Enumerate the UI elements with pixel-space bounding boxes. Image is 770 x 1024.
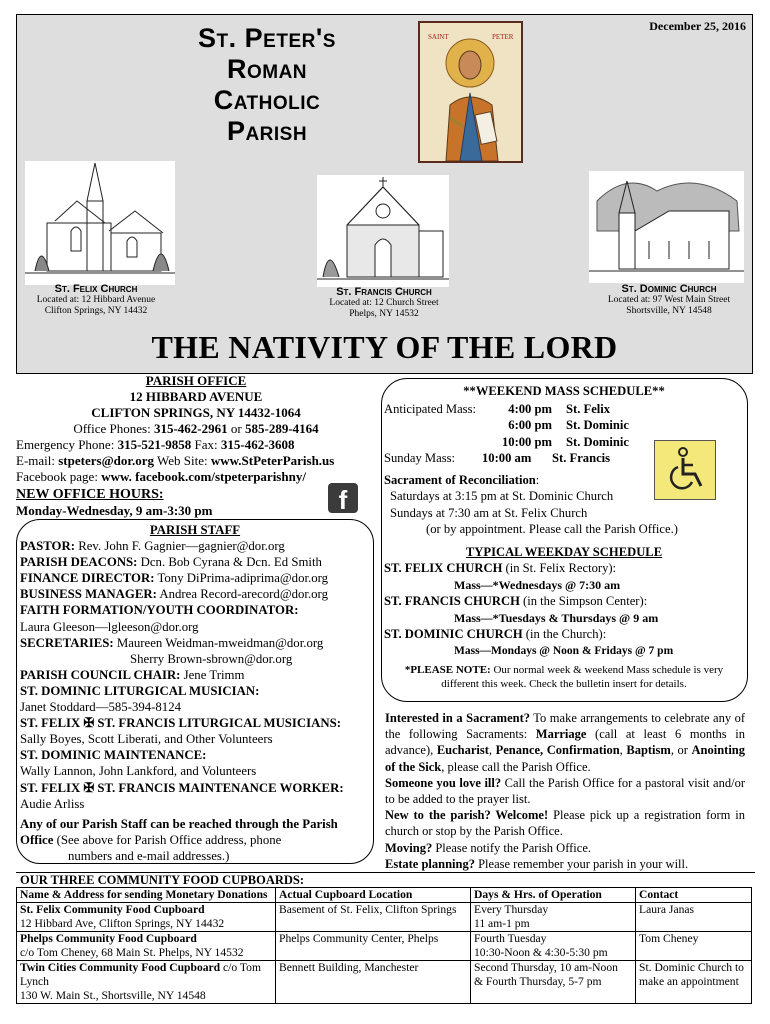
parish-title-line: Parish xyxy=(226,116,308,146)
mass-label: Anticipated Mass: xyxy=(384,401,476,416)
cupboards-table xyxy=(16,887,752,1004)
staff-label: ST. DOMINIC LITURGICAL MUSICIAN: xyxy=(20,683,260,698)
table-header-row xyxy=(17,888,752,903)
church-caption-francis xyxy=(309,286,459,320)
table-header: Actual Cupboard Location xyxy=(276,888,471,903)
sacrament-name: Baptism xyxy=(626,743,671,758)
cupboard-name: Twin Cities Community Food Cupboard xyxy=(20,961,221,974)
cupboard-contact: Tom Cheney xyxy=(636,932,752,961)
cupboards-title: OUR THREE COMMUNITY FOOD CUPBOARDS: xyxy=(16,872,755,888)
cupboard-location: Bennett Building, Manchester xyxy=(276,961,471,1004)
staff-value: Andrea Record-arecord@dor.org xyxy=(156,587,328,602)
weekday-location: (in the Church): xyxy=(522,627,607,641)
staff-business xyxy=(20,586,370,602)
info-text: , xyxy=(619,743,627,758)
office-address-line: CLIFTON SPRINGS, NY 14432-1064 xyxy=(91,405,301,420)
reconciliation-heading: Sacrament of Reconciliation: xyxy=(384,472,540,487)
cupboard-address: c/o Tom Cheney, 68 Main St. Phelps, NY 14532 xyxy=(20,946,244,959)
st-dominic-church-drawing xyxy=(589,171,744,283)
cupboard-address: 12 Hibbard Ave, Clifton Springs, NY 14432 xyxy=(20,917,225,930)
table-header: Days & Hrs. of Operation xyxy=(471,888,636,903)
table-header: Contact xyxy=(636,888,752,903)
cupboard-name-cell xyxy=(17,961,276,1004)
info-question: Someone you love ill? xyxy=(385,775,502,790)
mass-row xyxy=(384,401,744,418)
sacrament-name: Anointing of the Sick xyxy=(385,743,745,774)
fax-label: Fax: xyxy=(191,437,221,452)
info-text: To make arrangements to celebrate any of the following Sacraments: xyxy=(385,711,745,742)
staff-value: Laura Gleeson—lgleeson@dor.org xyxy=(20,619,199,634)
main-title: THE NATIVITY OF THE LORD xyxy=(151,329,618,365)
info-question: Estate planning? xyxy=(385,856,475,871)
staff-value: Sally Boyes, Scott Liberati, and Other Volunteers xyxy=(20,732,273,747)
staff-label: SECRETARIES: xyxy=(20,635,114,650)
st-francis-church-drawing xyxy=(317,175,449,287)
cupboard-days-cell xyxy=(471,903,636,932)
staff-label: FINANCE DIRECTOR: xyxy=(20,571,155,586)
emergency-number: 315-521-9858 xyxy=(117,437,192,452)
facebook-line xyxy=(16,469,376,485)
facebook-label: Facebook page: xyxy=(16,469,102,484)
church-address: Phelps, NY 14532 xyxy=(349,309,419,319)
cupboard-contact: make an appointment xyxy=(639,975,739,988)
cupboard-contact: St. Dominic Church to xyxy=(639,961,744,974)
table-row xyxy=(17,961,752,1004)
staff-secretaries xyxy=(20,635,370,651)
cupboard-hours: & Fourth Thursday, 5-7 pm xyxy=(474,975,602,988)
cupboard-location: Basement of St. Felix, Clifton Springs xyxy=(276,903,471,932)
staff-deacons xyxy=(20,554,370,570)
office-phones xyxy=(16,421,376,437)
mass-schedule xyxy=(384,383,744,691)
note-text: Our normal week & weekend Mass schedule is very different this week. Check the bulletin insert for details. xyxy=(441,664,724,690)
saint-peter-icon xyxy=(418,21,523,163)
recon-line: (or by appointment. Please call the Parish Office.) xyxy=(426,522,678,536)
weekday-dominic xyxy=(384,626,744,643)
cupboard-days: Every Thursday xyxy=(474,903,549,916)
cupboard-days-cell xyxy=(471,932,636,961)
facebook-link[interactable]: www. facebook.com/stpeterparishny/ xyxy=(101,469,306,484)
staff-value: Jene Trimm xyxy=(180,667,245,682)
info-text: Please remember your parish in your will. xyxy=(474,856,689,871)
mass-row xyxy=(384,417,744,434)
sacrament-name: Marriage xyxy=(535,727,587,742)
table-row xyxy=(17,932,752,961)
sacrament-info xyxy=(385,710,745,872)
fax-number: 315-462-3608 xyxy=(220,437,295,452)
cupboard-days: Fourth Tuesday xyxy=(474,932,547,945)
cupboard-contact-cell xyxy=(636,961,752,1004)
mass-church: St. Felix xyxy=(566,401,611,416)
sacrament-name: Eucharist xyxy=(436,743,489,758)
parish-title-line: Catholic xyxy=(213,85,321,115)
info-text: Call the Parish Office for a pastoral visit and/or to be added to the prayer list. xyxy=(385,775,745,807)
email-link[interactable]: stpeters@dor.org xyxy=(58,453,154,468)
church-address: Located at: 97 West Main Street xyxy=(607,295,731,305)
cupboard-name-cell xyxy=(17,903,276,932)
info-moving xyxy=(385,840,745,856)
staff-reach-note xyxy=(20,816,370,848)
church-address: Located at: 12 Church Street xyxy=(329,298,439,308)
cupboard-name: Phelps Community Food Cupboard xyxy=(20,932,197,945)
staff-council xyxy=(20,667,370,683)
info-text: , xyxy=(488,743,496,758)
info-question: New to the parish? Welcome! xyxy=(385,808,549,823)
church-address: Shortsville, NY 14548 xyxy=(626,306,712,316)
table-row xyxy=(17,903,752,932)
info-sacraments xyxy=(385,710,745,775)
parish-office xyxy=(16,373,376,519)
cupboard-address: 130 W. Main St., Shortsville, NY 14548 xyxy=(20,989,206,1002)
recon-line: Sundays at 7:30 am at St. Felix Church xyxy=(390,505,588,520)
email-label: E-mail: xyxy=(16,453,59,468)
mass-time: 6:00 pm xyxy=(508,418,552,432)
parish-title-line: St. Peter's xyxy=(198,23,336,53)
weekday-church: ST. FELIX CHURCH xyxy=(384,561,503,575)
staff-label: PARISH COUNCIL CHAIR: xyxy=(20,667,181,682)
recon-line: Saturdays at 3:15 pm at St. Dominic Church xyxy=(390,489,614,503)
staff-finance xyxy=(20,570,370,586)
info-estate xyxy=(385,856,745,872)
staff-label: FAITH FORMATION/YOUTH COORDINATOR: xyxy=(20,603,299,618)
weekday-felix xyxy=(384,560,744,577)
mass-time: 10:00 pm xyxy=(501,434,552,449)
st-felix-church-drawing xyxy=(25,161,175,285)
staff-value: Rev. John F. Gagnier—gagnier@dor.org xyxy=(75,539,285,554)
info-ill xyxy=(385,775,745,807)
phones-label: Office Phones: xyxy=(73,421,154,436)
web-label: Web Site: xyxy=(154,453,211,468)
church-caption-dominic xyxy=(589,283,749,317)
cupboard-location: Phelps Community Center, Phelps xyxy=(276,932,471,961)
staff-label: PASTOR: xyxy=(20,539,75,554)
contact-email-web xyxy=(16,453,376,469)
schedule-note xyxy=(384,663,744,691)
cupboard-contact: Laura Janas xyxy=(636,903,752,932)
cupboard-name-cell xyxy=(17,932,276,961)
weekday-mass: Mass—*Tuesdays & Thursdays @ 9 am xyxy=(454,610,659,625)
staff-value: Maureen Weidman-mweidman@dor.org xyxy=(113,635,324,650)
sacrament-name: Penance, Confirmation xyxy=(495,743,620,758)
cupboard-hours: 10:30-Noon & 4:30-5:30 pm xyxy=(474,946,608,959)
weekday-francis xyxy=(384,593,744,610)
staff-label: ST. FELIX ✠ ST. FRANCIS LITURGICAL MUSICIANS: xyxy=(20,716,341,731)
cupboard-days: Second Thursday, 10 am-Noon xyxy=(474,961,618,974)
wheelchair-accessible-icon xyxy=(654,440,716,500)
bulletin-date: December 25, 2016 xyxy=(649,19,746,33)
weekday-mass: Mass—*Wednesdays @ 7:30 am xyxy=(454,577,621,592)
office-hours: Monday-Wednesday, 9 am-3:30 pm xyxy=(16,503,213,518)
staff-label: ST. DOMINIC MAINTENANCE: xyxy=(20,748,207,763)
staff-value: Sherry Brown-sbrown@dor.org xyxy=(130,651,293,666)
emergency-label: Emergency Phone: xyxy=(16,437,118,452)
info-new xyxy=(385,807,745,839)
church-caption-felix xyxy=(21,283,171,317)
church-address: Located at: 12 Hibbard Avenue xyxy=(36,295,156,305)
info-text: Please notify the Parish Office. xyxy=(432,840,591,855)
church-name: St. Felix Church xyxy=(54,283,138,295)
weekday-heading: TYPICAL WEEKDAY SCHEDULE xyxy=(465,544,663,559)
office-address-line: 12 HIBBARD AVENUE xyxy=(129,389,263,404)
weekday-location: (in St. Felix Rectory): xyxy=(502,561,617,575)
staff-label: PARISH DEACONS: xyxy=(20,555,138,570)
cupboard-days-cell xyxy=(471,961,636,1004)
reach-rest: numbers and e-mail addresses.) xyxy=(68,848,230,863)
info-question: Moving? xyxy=(385,840,433,855)
cupboard-hours: 11 am-1 pm xyxy=(474,917,530,930)
phone-number: 585-289-4164 xyxy=(244,421,319,436)
website-link[interactable]: www.StPeterParish.us xyxy=(210,453,335,468)
icon-label-left: SAINT xyxy=(428,33,449,41)
parish-title xyxy=(192,23,342,147)
info-text: , please call the Parish Office. xyxy=(441,759,591,774)
weekday-church: ST. DOMINIC CHURCH xyxy=(384,627,523,641)
mass-label: Sunday Mass: xyxy=(384,451,456,465)
mass-time: 4:00 pm xyxy=(508,401,552,416)
church-name: St. Dominic Church xyxy=(621,283,717,295)
info-text: , or xyxy=(670,743,692,758)
weekday-mass: Mass—Mondays @ Noon & Fridays @ 7 pm xyxy=(454,644,674,657)
cupboard-name: St. Felix Community Food Cupboard xyxy=(20,903,205,916)
facebook-icon[interactable]: f xyxy=(328,483,358,513)
office-heading: PARISH OFFICE xyxy=(145,373,247,388)
staff-value: Wally Lannon, John Lankford, and Volunteers xyxy=(20,764,257,779)
recon-label: Sacrament of Reconciliation xyxy=(384,472,536,487)
staff-label: ST. FELIX ✠ ST. FRANCIS MAINTENANCE WORKER: xyxy=(20,780,344,795)
mass-church: St. Dominic xyxy=(566,418,629,432)
phone-number: 315-462-2961 xyxy=(153,421,228,436)
info-text: Please pick up a registration form in church or stop by the Parish Office. xyxy=(385,808,746,839)
parish-staff xyxy=(20,522,370,864)
weekday-church: ST. FRANCIS CHURCH xyxy=(384,594,520,608)
parish-title-line: Roman xyxy=(226,54,308,84)
phones-or: or xyxy=(227,421,245,436)
mass-church: St. Francis xyxy=(552,451,611,465)
table-header: Name & Address for sending Monetary Donations xyxy=(17,888,276,903)
staff-value: Tony DiPrima-adiprima@dor.org xyxy=(154,571,329,586)
church-address: Clifton Springs, NY 14432 xyxy=(44,306,148,316)
info-text: (call at least 6 months in advance), xyxy=(385,727,745,758)
mass-church: St. Dominic xyxy=(566,434,629,449)
bulletin-header xyxy=(16,14,753,374)
staff-pastor xyxy=(20,538,370,554)
office-hours-heading: NEW OFFICE HOURS: xyxy=(16,487,164,502)
reach-bold: Any of our Parish Staff can be reached through the Parish Office xyxy=(20,816,338,847)
weekday-location: (in the Simpson Center): xyxy=(519,594,648,608)
church-name: St. Francis Church xyxy=(336,286,432,298)
reach-rest: (See above for Parish Office address, phone xyxy=(53,832,282,847)
emergency-phone xyxy=(16,437,376,453)
mass-time: 10:00 am xyxy=(482,451,532,465)
staff-value: Dcn. Bob Cyrana & Dcn. Ed Smith xyxy=(137,555,322,570)
info-question: Interested in a Sacrament? xyxy=(385,711,530,725)
staff-value: Audie Arliss xyxy=(20,796,85,811)
staff-label: BUSINESS MANAGER: xyxy=(20,587,157,602)
staff-heading: PARISH STAFF xyxy=(149,523,241,537)
cupboard-address: c/o Tom Lynch xyxy=(20,961,261,988)
staff-value: Janet Stoddard—585-394-8124 xyxy=(20,700,182,715)
note-label: *PLEASE NOTE: xyxy=(404,664,491,676)
icon-label-right: PETER xyxy=(492,33,514,41)
mass-heading: **WEEKEND MASS SCHEDULE** xyxy=(463,384,665,398)
